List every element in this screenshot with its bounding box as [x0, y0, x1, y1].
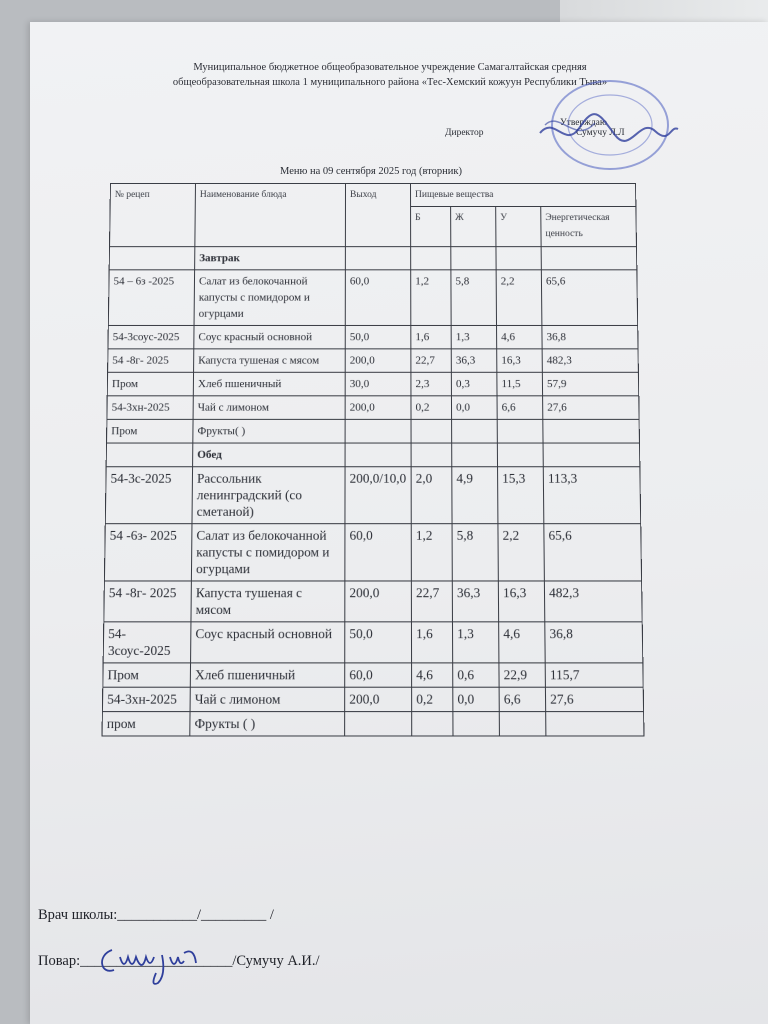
dish-cell: Соус красный основной [191, 622, 345, 663]
table-row [108, 349, 639, 372]
fat-cell: 5,8 [451, 270, 497, 326]
carb-cell: 4,6 [497, 325, 543, 348]
carb-cell: 2,2 [498, 524, 544, 581]
energy-cell: 65,6 [541, 270, 637, 326]
output-cell: 50,0 [345, 325, 411, 348]
output-cell: 50,0 [345, 622, 412, 663]
dish-cell: Хлеб пшеничный [193, 372, 345, 396]
carb-cell: 22,9 [499, 663, 545, 687]
output-cell [345, 419, 411, 443]
energy-cell [543, 419, 640, 443]
fat-cell: 0,0 [453, 687, 499, 711]
dish-cell: Капуста тушеная с мясом [191, 581, 345, 622]
protein-cell: 1,2 [411, 524, 452, 581]
protein-cell: 1,2 [411, 270, 451, 326]
protein-cell [411, 419, 452, 443]
fat-cell [452, 419, 498, 443]
fat-cell [453, 712, 500, 736]
energy-cell: 115,7 [545, 663, 643, 687]
director-name: Сумучу Л.Л [575, 128, 625, 138]
carb-cell [499, 712, 546, 736]
energy-cell: 27,6 [543, 396, 640, 420]
dish-cell: Чай с лимоном [190, 687, 345, 711]
energy-cell: 65,6 [544, 524, 642, 581]
protein-cell: 22,7 [411, 581, 452, 622]
output-cell: 200,0 [345, 687, 412, 711]
energy-cell: 27,6 [545, 687, 643, 711]
carb-cell: 11,5 [497, 372, 543, 396]
dish-cell: Фрукты( ) [193, 419, 345, 443]
table-row [102, 712, 644, 736]
output-cell: 200,0/10,0 [345, 467, 411, 524]
header-line-1: Муниципальное бюджетное общеобразовательное учреждение Самагалтайская средняя [193, 62, 587, 73]
table-row [108, 325, 638, 348]
table-row [107, 396, 639, 420]
dish-cell: Салат из белокочанной капусты с помидором и огурцами [191, 524, 345, 581]
carb-cell: 2,2 [496, 270, 542, 326]
protein-cell: 22,7 [411, 349, 451, 372]
energy-cell: 482,3 [542, 349, 638, 372]
carb-cell: 15,3 [498, 467, 544, 524]
section-row-breakfast [109, 247, 637, 270]
table-row [104, 581, 642, 622]
output-cell: 200,0 [345, 581, 412, 622]
protein-cell: 4,6 [412, 663, 453, 687]
recipe-cell: Пром [107, 372, 193, 396]
header-b: Б [411, 206, 451, 246]
carb-cell: 6,6 [497, 396, 543, 420]
recipe-cell: 54-3соус-2025 [108, 325, 194, 348]
energy-cell: 36,8 [542, 325, 638, 348]
menu-date: Меню на 09 сентября 2025 год (вторник) [280, 166, 462, 177]
table-row [103, 663, 643, 687]
school-header [110, 60, 670, 90]
breakfast-label: Завтрак [195, 247, 346, 270]
fat-cell: 4,9 [452, 467, 498, 524]
menu-table [102, 183, 645, 737]
output-cell: 200,0 [345, 396, 411, 420]
recipe-cell: 54 – 6з -2025 [108, 270, 194, 326]
header-recipe: № рецеп [110, 183, 196, 246]
protein-cell: 0,2 [412, 687, 453, 711]
carb-cell: 16,3 [497, 349, 543, 372]
table-row [107, 372, 639, 396]
recipe-cell: 54-3хн-2025 [107, 396, 193, 420]
energy-cell: 113,3 [543, 467, 640, 524]
fat-cell: 36,3 [451, 349, 497, 372]
protein-cell: 1,6 [411, 325, 451, 348]
fat-cell: 1,3 [452, 622, 498, 663]
recipe-cell: Пром [107, 419, 194, 443]
cook-label: Повар: [38, 953, 81, 969]
recipe-cell: 54 -8г- 2025 [108, 349, 194, 372]
recipe-cell: 54-3соус-2025 [103, 622, 191, 663]
output-cell: 200,0 [345, 349, 411, 372]
carb-cell: 6,6 [499, 687, 546, 711]
lunch-rows [102, 467, 644, 736]
lunch-label: Обед [193, 443, 346, 467]
director-line [445, 128, 625, 138]
dish-cell: Рассольник ленинградский (со сметаной) [192, 467, 345, 524]
table-row [105, 467, 640, 524]
energy-cell: 36,8 [545, 622, 643, 663]
table-row [108, 270, 637, 326]
dish-cell: Капуста тушеная с мясом [194, 349, 346, 372]
fat-cell: 0,6 [453, 663, 499, 687]
dish-cell: Хлеб пшеничный [190, 663, 344, 687]
carb-cell: 16,3 [498, 581, 544, 622]
recipe-cell: 54 -6з- 2025 [104, 524, 192, 581]
dish-cell: Фрукты ( ) [190, 712, 345, 736]
protein-cell: 1,6 [411, 622, 452, 663]
cook-line [38, 953, 320, 970]
header-energy: Энергетическая ценность [541, 206, 637, 246]
header-nutrients: Пищевые вещества [411, 183, 636, 206]
protein-cell [412, 712, 453, 736]
breakfast-rows [107, 270, 640, 443]
cook-name: /Сумучу А.И./ [232, 953, 320, 969]
carb-cell: 4,6 [499, 622, 546, 663]
protein-cell: 2,3 [411, 372, 452, 396]
table-row [103, 622, 643, 663]
table-row [104, 524, 641, 581]
header-line-2: общеобразовательная школа 1 муниципального района «Тес-Хемский кожуун Республики Тыва» [172, 77, 608, 88]
header-dish: Наименование блюда [195, 183, 346, 246]
table-row [107, 419, 640, 443]
header-output: Выход [345, 183, 410, 246]
recipe-cell: 54-3с-2025 [105, 467, 192, 524]
director-label: Директор [445, 128, 484, 138]
output-cell [345, 712, 412, 736]
carb-cell [497, 419, 543, 443]
cook-blank: _____________________ [80, 953, 233, 969]
recipe-cell: 54-3хн-2025 [102, 687, 190, 711]
protein-cell: 0,2 [411, 396, 452, 420]
recipe-cell: 54 -8г- 2025 [104, 581, 192, 622]
output-cell: 30,0 [345, 372, 411, 396]
dish-cell: Салат из белокочанной капусты с помидором и огурцами [194, 270, 345, 326]
dish-cell: Соус красный основной [194, 325, 345, 348]
approve-label: Утверждаю [560, 118, 607, 128]
recipe-cell: Пром [103, 663, 191, 687]
energy-cell: 57,9 [542, 372, 638, 396]
doctor-line: Врач школы:___________/_________ / [38, 907, 274, 923]
dish-cell: Чай с лимоном [193, 396, 345, 420]
header-zh: Ж [451, 206, 496, 246]
section-row-lunch [106, 443, 640, 467]
output-cell: 60,0 [345, 270, 411, 326]
table-row [102, 687, 643, 711]
table-header-row [110, 183, 636, 206]
fat-cell: 5,8 [452, 524, 498, 581]
energy-cell [546, 712, 644, 736]
header-u: У [496, 206, 541, 246]
fat-cell: 1,3 [451, 325, 497, 348]
fat-cell: 0,3 [451, 372, 497, 396]
recipe-cell: пром [102, 712, 190, 736]
protein-cell: 2,0 [411, 467, 452, 524]
output-cell: 60,0 [345, 524, 412, 581]
fat-cell: 36,3 [452, 581, 498, 622]
output-cell: 60,0 [345, 663, 412, 687]
energy-cell: 482,3 [544, 581, 642, 622]
fat-cell: 0,0 [451, 396, 497, 420]
